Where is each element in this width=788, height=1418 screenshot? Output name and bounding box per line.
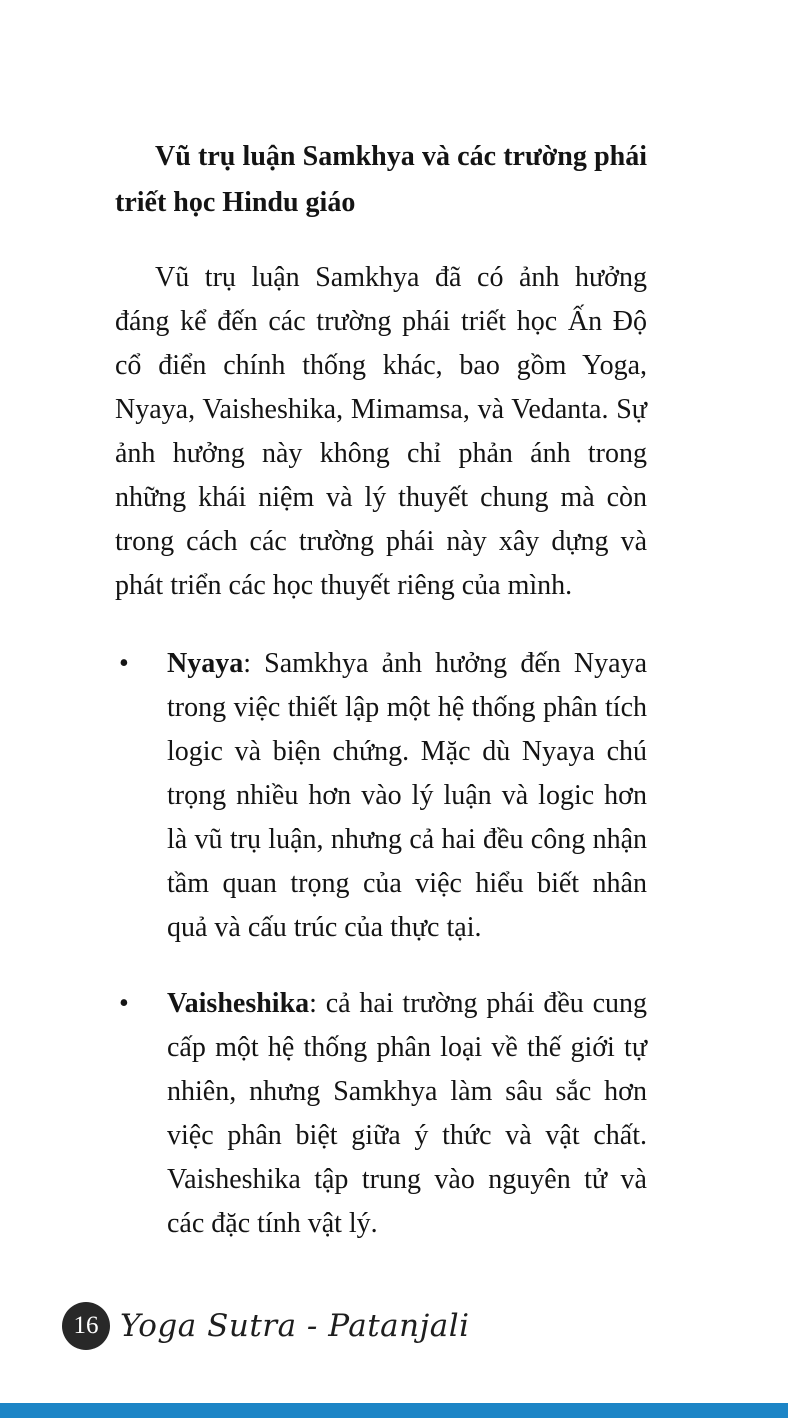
bullet-text-body: : cả hai trường phái đều cung cấp một hệ thống phân loại về thế giới tự nhiên, nhưng Samkhya làm sâu sắc hơn việc phân biệt giữa ý thức và vật chất. Vaisheshika tập trung vào nguyên tử và các đặc tính vật lý. (167, 988, 647, 1239)
page-content (115, 134, 647, 1278)
page-footer (62, 1302, 470, 1350)
bottom-accent-bar (0, 1403, 788, 1418)
bullet-text-body: : Samkhya ảnh hưởng đến Nyaya trong việc thiết lập một hệ thống phân tích logic và biện chứng. Mặc dù Nyaya chú trọng nhiều hơn vào lý luận và logic hơn là vũ trụ luận, nhưng cả hai đều công nhận tầm quan trọng của việc hiểu biết nhân quả và cấu trúc của thực tại. (167, 648, 647, 943)
body-paragraph: Vũ trụ luận Samkhya đã có ảnh hưởng đáng kể đến các trường phái triết học Ấn Độ cổ điển chính thống khác, bao gồm Yoga, Nyaya, Vaisheshika, Mimamsa, và Vedanta. Sự ảnh hưởng này không chỉ phản ánh trong những khái niệm và lý thuyết chung mà còn trong cách các trường phái này xây dựng và phát triển các học thuyết riêng của mình. (115, 262, 647, 601)
page-number-badge: 16 (62, 1302, 110, 1350)
bullet-item-vaisheshika (115, 982, 647, 1246)
bullet-list (115, 642, 647, 1246)
bullet-term: Nyaya (167, 648, 244, 679)
book-title: Yoga Sutra - Patanjali (120, 1308, 470, 1344)
bullet-term: Vaisheshika (167, 988, 310, 1019)
bullet-marker-icon: • (119, 988, 129, 1019)
bullet-marker-icon: • (119, 648, 129, 679)
bullet-text (167, 642, 647, 950)
bullet-item-nyaya (115, 642, 647, 950)
bullet-text (167, 982, 647, 1246)
page-heading: Vũ trụ luận Samkhya và các trường phái triết học Hindu giáo (115, 141, 647, 218)
